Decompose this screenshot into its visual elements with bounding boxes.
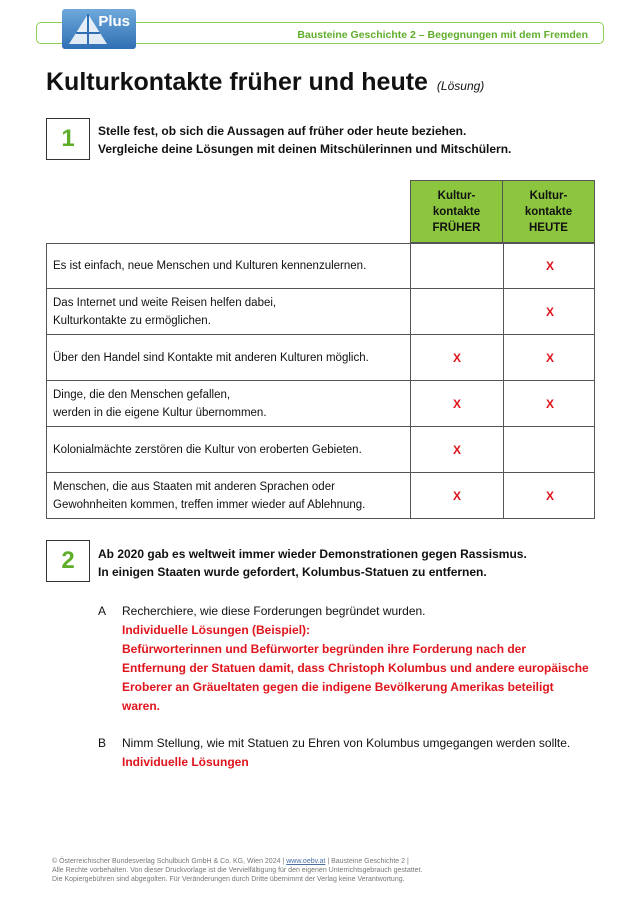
footer-book-title: | Bausteine Geschichte 2 | [325, 858, 409, 865]
mark-frueher: X [411, 381, 504, 426]
table-row [46, 335, 595, 381]
row-statement: Über den Handel sind Kontakte mit anderen Kulturen möglich. [47, 335, 411, 380]
table-row [46, 289, 595, 335]
header-frueher: Kultur- kontakte FRÜHER [410, 180, 503, 243]
mark-heute [504, 427, 596, 472]
subtask-a-answer-line: waren. [122, 699, 161, 713]
subtask-b-question: Nimm Stellung, wie mit Statuen zu Ehren von Kolumbus umgegangen werden sollte. [122, 736, 571, 750]
subtask-a-answer-label: Individuelle Lösungen (Beispiel): [122, 623, 311, 637]
table-row [46, 243, 595, 289]
page-title [46, 68, 484, 97]
task-2-instructions [98, 545, 527, 581]
mark-heute: X [545, 488, 554, 503]
subtask-a-answer-line: Entfernung der Statuen damit, dass Christoph Kolumbus und andere europäische [122, 661, 589, 675]
row-statement: Dinge, die den Menschen gefallen, werden in die eigene Kultur übernommen. [47, 381, 411, 426]
subtask-b-letter: B [98, 736, 107, 750]
series-title: Bausteine Geschichte 2 – Begegnungen mit dem Fremden [297, 29, 588, 41]
plus-logo [62, 9, 136, 49]
subtask-b-answer-label: Individuelle Lösungen [122, 755, 249, 769]
table-row [46, 427, 595, 473]
row-statement: Das Internet und weite Reisen helfen dabei, Kulturkontakte zu ermöglichen. [47, 289, 411, 334]
logo-text: Plus [98, 13, 130, 30]
header-heute: Kultur- kontakte HEUTE [502, 180, 595, 243]
mark-frueher [411, 244, 504, 288]
task-1-number: 1 [46, 118, 90, 160]
footer-copyright: © Österreichischer Bundesverlag Schulbuch GmbH & Co. KG, Wien 2024 | [52, 858, 287, 865]
table-row [46, 473, 595, 519]
title-main: Kulturkontakte früher und heute [46, 68, 428, 96]
footer-line-2: Alle Rechte vorbehalten. Von dieser Druckvorlage ist die Vervielfältigung für den eigenen Unterrichtsgebrauch gestattet. [52, 867, 423, 874]
footer [52, 857, 422, 884]
mark-heute: X [545, 304, 554, 319]
task-2-number: 2 [46, 540, 90, 582]
task-1-line-1: Stelle fest, ob sich die Aussagen auf früher oder heute beziehen. [98, 124, 467, 138]
footer-line-3: Die Kopiergebühren sind abgegolten. Für Veränderungen durch Dritte übernimmt der Verlag keine Verantwortung. [52, 876, 405, 883]
title-note: (Lösung) [436, 79, 485, 93]
publisher-link[interactable]: www.oebv.at [286, 858, 326, 865]
footer-line-1 [52, 857, 422, 866]
task-1-line-2: Vergleiche deine Lösungen mit deinen Mitschülerinnen und Mitschülern. [98, 142, 512, 156]
subtask-a-answer-line: Befürworterinnen und Befürworter begründen ihre Forderung nach der [122, 642, 527, 656]
task-2-line-1: Ab 2020 gab es weltweit immer wieder Demonstrationen gegen Rassismus. [98, 547, 527, 561]
row-statement: Menschen, die aus Staaten mit anderen Sprachen oder Gewohnheiten kommen, treffen immer wieder auf Ablehnung. [47, 473, 411, 518]
task-1-instructions [98, 122, 511, 158]
mark-frueher: X [411, 335, 504, 380]
table-row [46, 381, 595, 427]
mark-heute: X [545, 396, 554, 411]
mark-frueher: X [411, 427, 504, 472]
subtask-a-answer-line: Eroberer an Gräueltaten gegen die indigene Bevölkerung Amerikas beteiligt [122, 680, 554, 694]
mark-heute: X [545, 259, 554, 273]
subtask-a-letter: A [98, 604, 107, 618]
subtask-a-question: Recherchiere, wie diese Forderungen begründet wurden. [122, 604, 426, 618]
mark-frueher: X [411, 473, 504, 518]
row-statement: Es ist einfach, neue Menschen und Kulturen kennenzulernen. [47, 244, 411, 288]
mark-heute: X [545, 350, 554, 365]
task-2-line-2: In einigen Staaten wurde gefordert, Kolumbus-Statuen zu entfernen. [98, 565, 487, 579]
mark-frueher [411, 289, 504, 334]
row-statement: Kolonialmächte zerstören die Kultur von eroberten Gebieten. [47, 427, 411, 472]
